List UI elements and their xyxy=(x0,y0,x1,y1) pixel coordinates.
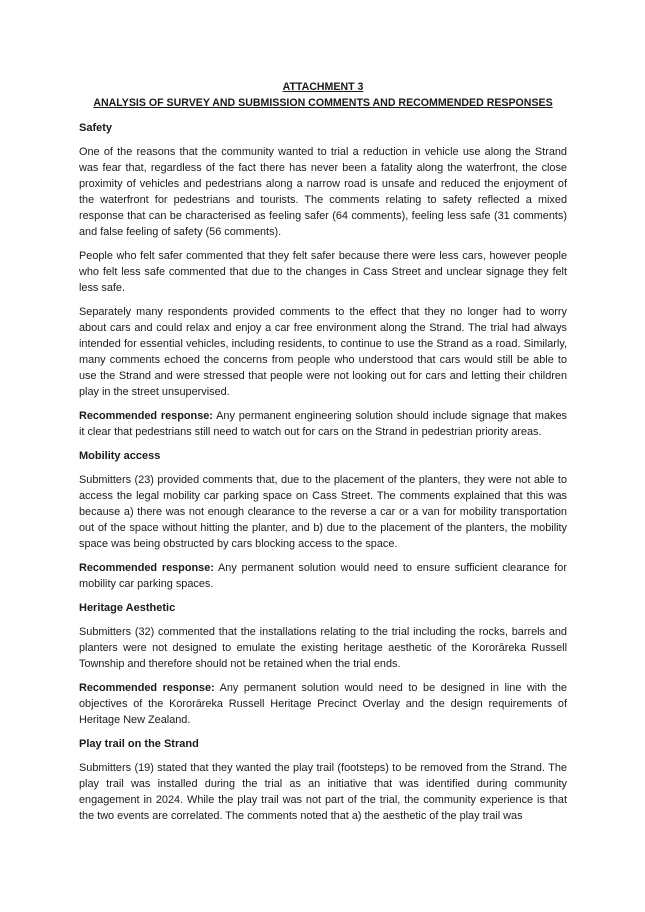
paragraph: People who felt safer commented that they felt safer because there were less cars, however people who felt less safe commented that due to the changes in Cass Street and unclear signage they felt less safe. xyxy=(79,250,567,294)
attachment-label: ATTACHMENT 3 xyxy=(282,81,364,93)
paragraph: Submitters (19) stated that they wanted the play trail (footsteps) to be removed from the Strand. The play trail was installed during the trial as an initiative that was identified during community engagement in 2024. While the play trail was not part of the trial, the community experience is that the two events are correlated. The comments noted that a) the aesthetic of the play trail was xyxy=(79,762,567,822)
paragraph: Submitters (23) provided comments that, due to the placement of the planters, they were not able to access the legal mobility car parking space on Cass Street. The comments explained that this was because a) there was not enough clearance to the reverse a car or a van for mobility transportation out of the space without hitting the planter, and b) due to the placement of the planters, the mobility space was being obstructed by cars blocking access to the space. xyxy=(79,474,567,550)
recommended-response xyxy=(79,560,567,592)
recommended-response-text: Any permanent solution would need to ensure sufficient clearance for mobility car parking spaces. xyxy=(79,562,567,590)
paragraph: Submitters (32) commented that the installations relating to the trial including the rocks, barrels and planters were not designed to emulate the existing heritage aesthetic of the Kororāreka Russell Township and therefore should not be retained when the trial ends. xyxy=(79,626,567,670)
section-heading: Heritage Aesthetic xyxy=(79,602,176,614)
section-play-trail xyxy=(79,736,567,824)
recommended-response-text: Any permanent engineering solution should include signage that makes it clear that pedestrians still need to watch out for cars on the Strand in pedestrian priority areas. xyxy=(79,410,567,438)
document-title: ANALYSIS OF SURVEY AND SUBMISSION COMMENTS AND RECOMMENDED RESPONSES xyxy=(93,97,553,109)
section-heading: Mobility access xyxy=(79,450,161,462)
recommended-response-text: Any permanent solution would need to be designed in line with the objectives of the Kororāreka Russell Heritage Precinct Overlay and the design requirements of Heritage New Zealand. xyxy=(79,682,567,726)
section-heading: Safety xyxy=(79,122,113,134)
document-body xyxy=(79,79,567,832)
paragraph: Separately many respondents provided comments to the effect that they no longer had to worry about cars and could relax and enjoy a car free environment along the Strand. The trial had always intended for essential vehicles, including residents, to continue to use the Strand as a road. Similarly, many comments echoed the concerns from people who understood that cars would still be able to use the Strand and were stressed that people were not looking out for cars and letting their children play in the street unsupervised. xyxy=(79,306,567,398)
paragraph: One of the reasons that the community wanted to trial a reduction in vehicle use along the Strand was fear that, regardless of the fact there has never been a fatality along the waterfront, the close proximity of vehicles and pedestrians along a narrow road is unsafe and reduced the enjoyment of the waterfront for pedestrians and tourists. The comments relating to safety reflected a mixed response that can be characterised as feeling safer (64 comments), feeling less safe (31 comments) and false feeling of safety (56 comments). xyxy=(79,146,567,238)
recommended-response-label: Recommended response: xyxy=(79,562,214,574)
section-heading: Play trail on the Strand xyxy=(79,738,199,750)
recommended-response-label: Recommended response: xyxy=(79,682,215,694)
section-mobility-access xyxy=(79,448,567,592)
recommended-response xyxy=(79,408,567,440)
recommended-response-label: Recommended response: xyxy=(79,410,213,422)
recommended-response xyxy=(79,680,567,728)
section-safety xyxy=(79,120,567,440)
section-heritage-aesthetic xyxy=(79,600,567,728)
